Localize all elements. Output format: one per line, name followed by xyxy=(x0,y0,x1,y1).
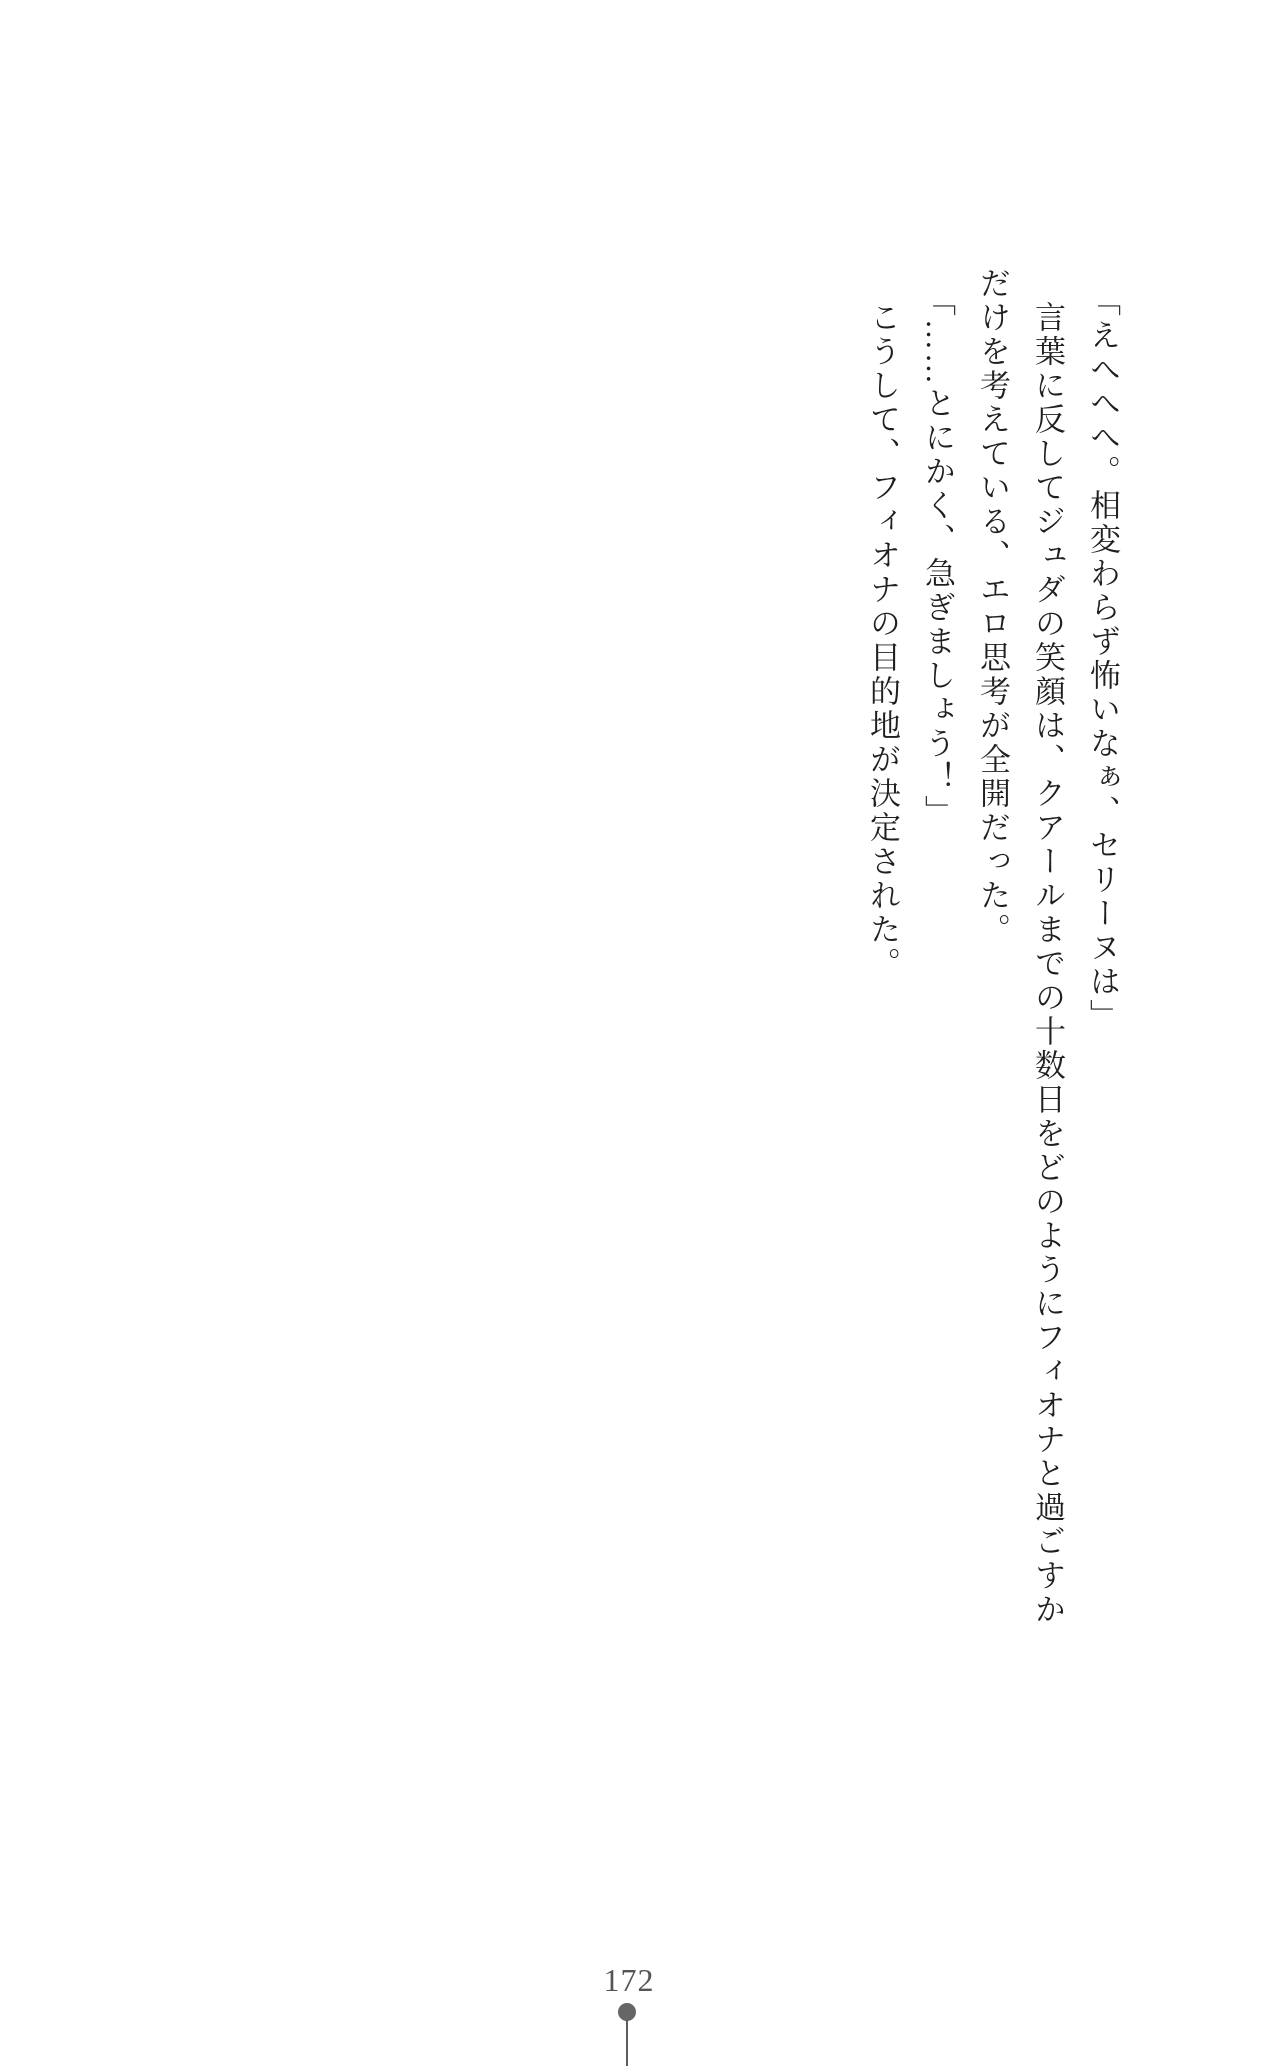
narrative-line-2: だけを考えている、エロ思考が全開だった。 xyxy=(975,267,1010,947)
page-number: 172 xyxy=(603,1962,655,1998)
narrative-line-1: 言葉に反してジュダの笑顔は、クアールまでの十数日をどのようにフィオナと過ごすか xyxy=(1030,301,1065,1627)
dialogue-line-1: 「えへへへ。相変わらず怖いなぁ、セリーヌは」 xyxy=(1085,285,1120,1033)
vertical-text-block xyxy=(855,267,1130,1647)
page-marker-dot-icon xyxy=(618,2003,636,2021)
narrative-line-3: こうして、フィオナの目的地が決定された。 xyxy=(865,301,900,981)
page-marker-line xyxy=(626,2020,628,2066)
dialogue-line-2: 「……とにかく、急ぎましょう！」 xyxy=(920,285,955,829)
